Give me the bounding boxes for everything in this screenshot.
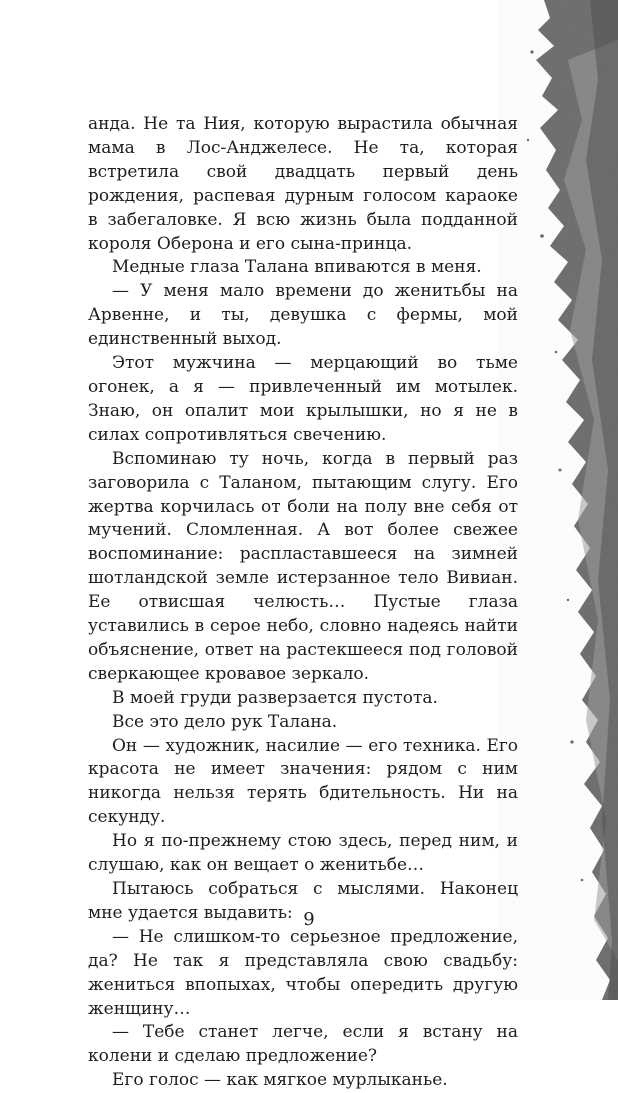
paragraph: Его голос — как мягкое мурлыканье. <box>112 1070 448 1091</box>
paragraph: — У меня мало времени до женитьбы на Арвенне, и ты, девушка с фермы, мой единственный выход. <box>88 281 518 350</box>
paragraph: Но я по-прежнему стою здесь, перед ним, и слушаю, как он вещает о женитьбе… <box>88 831 518 876</box>
paragraph: Пытаюсь собраться с мыслями. Наконец мне удается выдавить: <box>88 879 518 923</box>
paragraph: Вспоминаю ту ночь, когда в первый раз заговорила с Таланом, пытающим слугу. Его жертва корчилась от боли на полу вне себя от мучений. Сломленная. А вот более свежее воспоминание: распластавшееся на зимней шотландской земле истерзанное тело Вивиан. Ее отвисшая челюсть… Пустые глаза уставились в серое небо, словно надеясь найти объяснение, ответ на растекшееся под головой сверкающее кровавое зеркало. <box>88 448 518 684</box>
page-number: 9 <box>303 909 315 930</box>
paragraph: Он — художник, насилие — его техника. Его красота не имеет значения: рядом с ним никогда нельзя терять бдительность. Ни на секунду. <box>88 735 518 828</box>
paragraph: Медные глаза Талана впиваются в меня. <box>112 257 482 278</box>
body-text <box>88 113 518 1093</box>
paragraph: — Тебе станет легче, если я встану на колени и сделаю предложение? <box>88 1022 518 1067</box>
paragraph: анда. Не та Ния, которую вырастила обычная мама в Лос-Анджелесе. Не та, которая встретила свой двадцать первый день рождения, распевая дурным голосом караоке в забегаловке. Я всю жизнь была подданной короля Оберона и его сына-принца. <box>88 114 518 254</box>
paragraph: Этот мужчина — мерцающий во тьме огонек, а я — привлеченный им мотылек. Знаю, он опалит мои крылышки, но я не в силах сопротивляться свечению. <box>88 353 518 445</box>
paragraph: Все это дело рук Талана. <box>112 711 338 732</box>
paragraph: В моей груди разверзается пустота. <box>112 687 438 708</box>
paragraph: — Не слишком-то серьезное предложение, да? Не так я представляла свою свадьбу: жениться впопыхах, чтобы опередить другую женщину… <box>88 926 518 1019</box>
